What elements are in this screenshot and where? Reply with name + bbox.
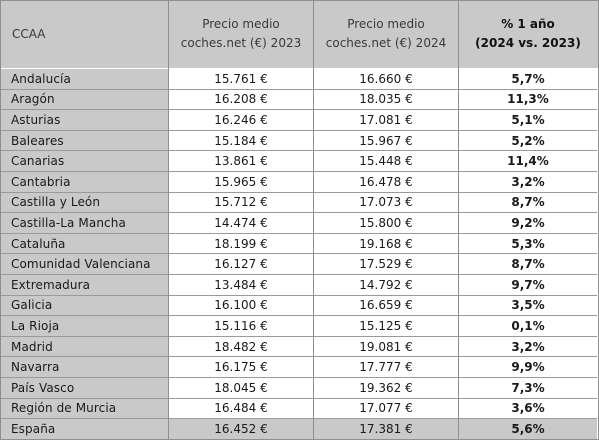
region-cell: Comunidad Valenciana	[0, 254, 168, 275]
change-cell: 5,3%	[459, 234, 597, 255]
header-price-2024-line1: Precio medio	[347, 17, 425, 31]
region-cell: Extremadura	[0, 275, 168, 296]
table-row	[0, 275, 599, 296]
region-cell: Castilla y León	[0, 193, 168, 214]
header-price-2024	[314, 0, 458, 68]
change-cell: 5,6%	[459, 419, 597, 440]
table-row	[0, 69, 599, 90]
change-cell: 5,1%	[459, 110, 597, 131]
price-2023-cell: 16.208 €	[169, 90, 313, 111]
column-divider	[458, 0, 459, 440]
change-cell: 5,2%	[459, 131, 597, 152]
table-row	[0, 399, 599, 420]
price-2024-cell: 14.792 €	[314, 275, 458, 296]
table-row	[0, 378, 599, 399]
price-2024-cell: 15.125 €	[314, 316, 458, 337]
column-divider	[168, 0, 169, 440]
price-2024-cell: 16.660 €	[314, 69, 458, 90]
table-row	[0, 110, 599, 131]
change-cell: 3,5%	[459, 296, 597, 317]
header-price-2023	[169, 0, 313, 68]
change-cell: 7,3%	[459, 378, 597, 399]
price-2023-cell: 16.246 €	[169, 110, 313, 131]
header-region	[0, 0, 168, 68]
region-cell: La Rioja	[0, 316, 168, 337]
price-2024-cell: 17.529 €	[314, 254, 458, 275]
header-change-line1: % 1 año	[501, 17, 555, 31]
table-row	[0, 193, 599, 214]
price-2023-cell: 18.045 €	[169, 378, 313, 399]
region-cell: Cantabria	[0, 172, 168, 193]
price-2023-cell: 15.965 €	[169, 172, 313, 193]
change-cell: 8,7%	[459, 254, 597, 275]
change-cell: 3,2%	[459, 337, 597, 358]
header-change	[459, 0, 597, 68]
price-2024-cell: 16.659 €	[314, 296, 458, 317]
change-cell: 8,7%	[459, 193, 597, 214]
table-row	[0, 337, 599, 358]
table-row	[0, 213, 599, 234]
change-cell: 0,1%	[459, 316, 597, 337]
price-2024-cell: 16.478 €	[314, 172, 458, 193]
price-2023-cell: 13.484 €	[169, 275, 313, 296]
price-2024-cell: 18.035 €	[314, 90, 458, 111]
region-cell: Castilla-La Mancha	[0, 213, 168, 234]
price-2023-cell: 16.127 €	[169, 254, 313, 275]
change-cell: 11,4%	[459, 151, 597, 172]
price-2023-cell: 16.484 €	[169, 399, 313, 420]
region-cell: Andalucía	[0, 69, 168, 90]
price-2023-cell: 18.199 €	[169, 234, 313, 255]
table-row	[0, 131, 599, 152]
header-change-line2: (2024 vs. 2023)	[475, 36, 581, 50]
change-cell: 3,2%	[459, 172, 597, 193]
region-cell: Madrid	[0, 337, 168, 358]
price-2024-cell: 17.073 €	[314, 193, 458, 214]
price-2024-cell: 17.081 €	[314, 110, 458, 131]
table-row	[0, 316, 599, 337]
header-price-2024-line2: coches.net (€) 2024	[325, 36, 447, 50]
table-row	[0, 296, 599, 317]
column-divider	[313, 0, 314, 440]
region-cell: Cataluña	[0, 234, 168, 255]
header-price-2023-line1: Precio medio	[202, 17, 280, 31]
price-2024-cell: 19.168 €	[314, 234, 458, 255]
table-row	[0, 357, 599, 378]
change-cell: 5,7%	[459, 69, 597, 90]
region-cell: Galicia	[0, 296, 168, 317]
price-2024-cell: 19.081 €	[314, 337, 458, 358]
price-2023-cell: 16.452 €	[169, 419, 313, 440]
table-row	[0, 172, 599, 193]
price-2024-cell: 15.800 €	[314, 213, 458, 234]
header-region-label: CCAA	[12, 26, 46, 41]
price-2024-cell: 19.362 €	[314, 378, 458, 399]
price-2023-cell: 13.861 €	[169, 151, 313, 172]
price-2023-cell: 16.175 €	[169, 357, 313, 378]
region-cell: País Vasco	[0, 378, 168, 399]
table-row-total	[0, 419, 599, 440]
table-row	[0, 151, 599, 172]
price-2023-cell: 16.100 €	[169, 296, 313, 317]
header-price-2023-line2: coches.net (€) 2023	[180, 36, 302, 50]
price-2023-cell: 14.474 €	[169, 213, 313, 234]
price-2024-cell: 15.967 €	[314, 131, 458, 152]
table-header	[0, 0, 599, 68]
price-2023-cell: 15.184 €	[169, 131, 313, 152]
change-cell: 9,9%	[459, 357, 597, 378]
table-row	[0, 234, 599, 255]
price-2023-cell: 15.712 €	[169, 193, 313, 214]
region-cell: Canarias	[0, 151, 168, 172]
price-2024-cell: 17.077 €	[314, 399, 458, 420]
change-cell: 9,2%	[459, 213, 597, 234]
region-cell: Navarra	[0, 357, 168, 378]
change-cell: 3,6%	[459, 399, 597, 420]
region-cell: Baleares	[0, 131, 168, 152]
region-cell: Asturias	[0, 110, 168, 131]
price-2024-cell: 17.381 €	[314, 419, 458, 440]
change-cell: 9,7%	[459, 275, 597, 296]
price-2023-cell: 15.116 €	[169, 316, 313, 337]
table-row	[0, 90, 599, 111]
price-2023-cell: 18.482 €	[169, 337, 313, 358]
region-cell: Aragón	[0, 90, 168, 111]
price-2024-cell: 17.777 €	[314, 357, 458, 378]
price-2024-cell: 15.448 €	[314, 151, 458, 172]
change-cell: 11,3%	[459, 90, 597, 111]
price-2023-cell: 15.761 €	[169, 69, 313, 90]
region-cell: Región de Murcia	[0, 399, 168, 420]
table-row	[0, 254, 599, 275]
region-cell: España	[0, 419, 168, 440]
